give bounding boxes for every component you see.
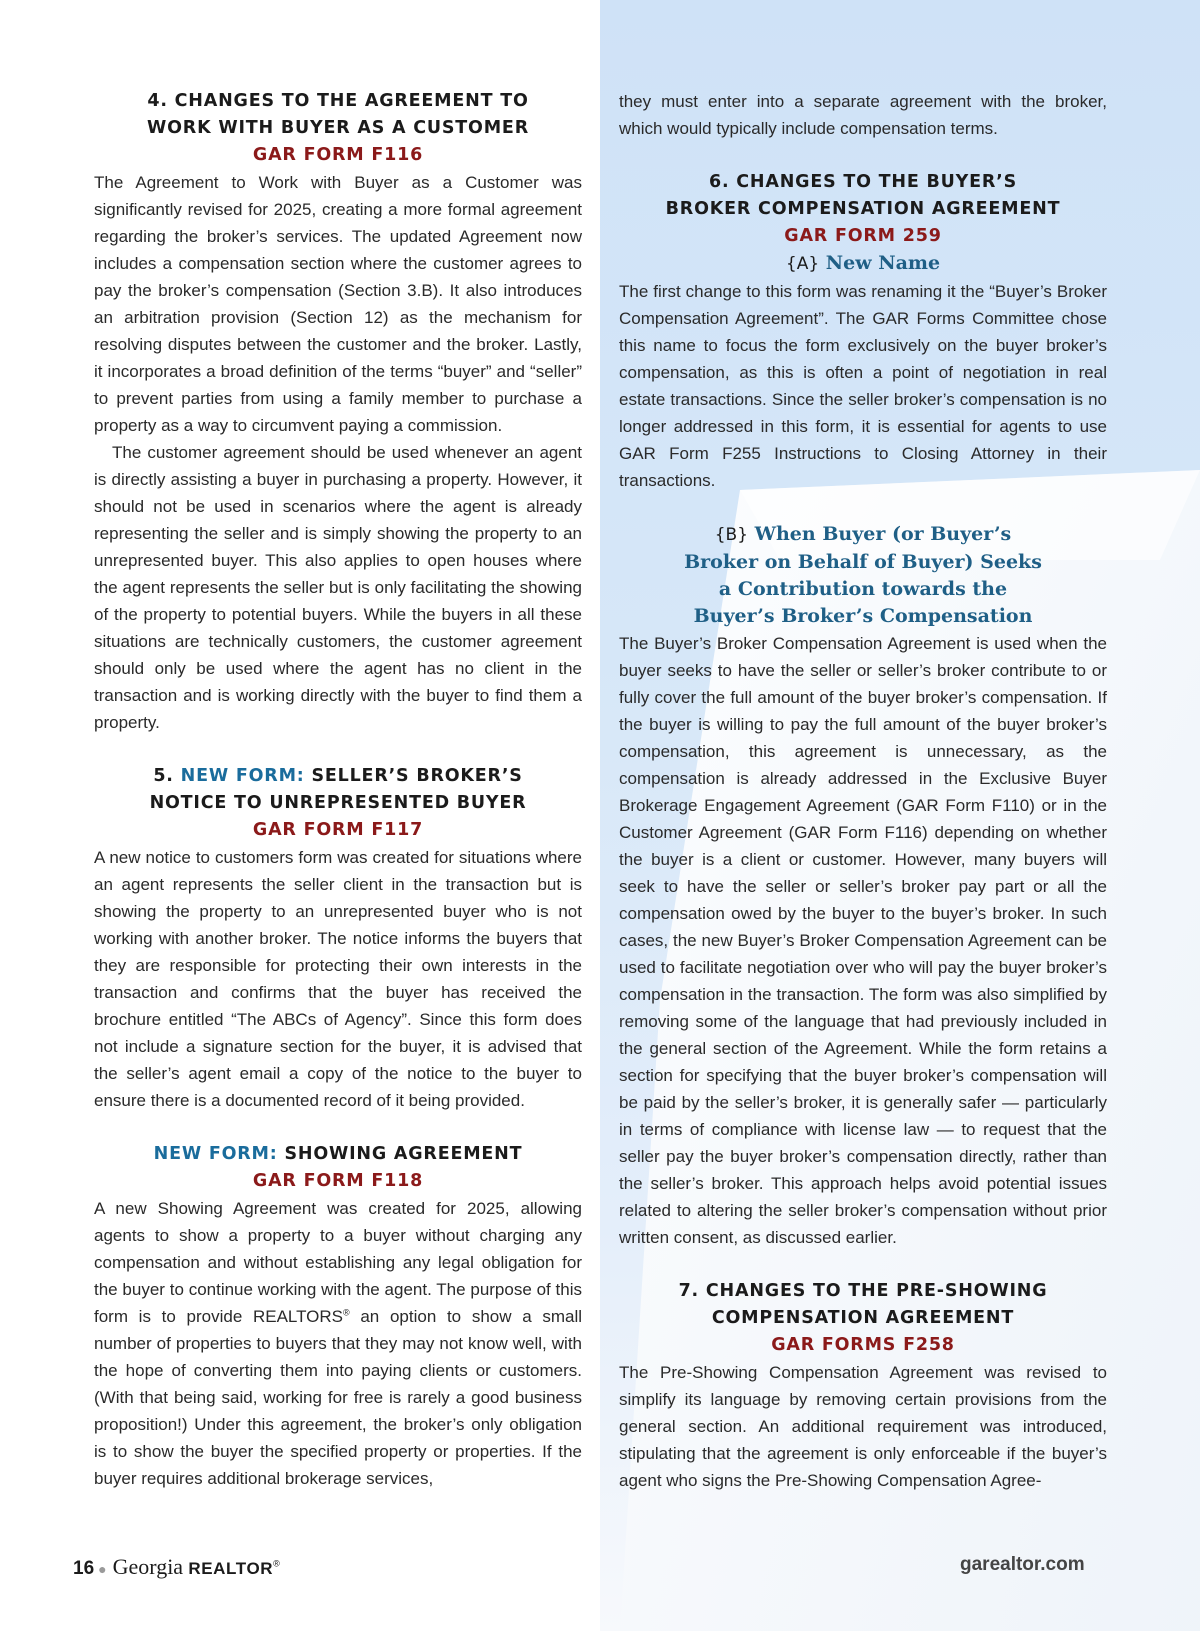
showing-agreement-paragraph: A new Showing Agreement was created for 2025, allowing agents to show a property to a buyer without charging any compensation and without establishing any legal obligation for the buyer to continue working with the agent. The purpose of this form is to provide REALTORS® an option to show a small number of properties to buyers that they may not know well, with the hope of converting them into paying clients or customers. (With that being said, working for free is rarely a good business proposition!) Under this agreement, the broker’s only obligation is to show the buyer the specified property or properties. If the buyer requires additional brokerage services, [94, 1199, 583, 1488]
subsection-b-heading: {B} When Buyer (or Buyer’s Broker on Behalf of Buyer) Seeks a Contribution towards the Buyer’s Broker’s Compensation [684, 523, 1042, 627]
footer-page-info: 16 ● Georgia REALTOR® [73, 1554, 280, 1579]
showing-agreement-form-number: GAR FORM F118 [252, 1171, 424, 1191]
section-4-form-number: GAR FORM F116 [252, 145, 424, 165]
section-4-paragraph-2: The customer agreement should be used whenever an agent is directly assisting a buyer in purchasing a property. However, it should not be used in scenarios where the agent is already representing the seller and is simply showing the property to an unrepresented buyer. This also applies to open houses where the agent represents the seller but is only facilitating the showing of the property to potential buyers. While the buyers in all these situations are technically customers, the customer agreement should only be used where the agent has no client in the transaction and is working directly with the buyer to find them a property. [94, 443, 582, 732]
section-4-heading: 4. CHANGES TO THE AGREEMENT TO WORK WITH BUYER AS A CUSTOMER [147, 91, 529, 138]
section-6-form-number: GAR FORM 259 [784, 226, 942, 246]
showing-agreement-heading: NEW FORM: SHOWING AGREEMENT [153, 1144, 523, 1164]
continued-paragraph: they must enter into a separate agreement with the broker, which would typically include compensation terms. [619, 92, 1107, 138]
subsection-b-paragraph: The Buyer’s Broker Compensation Agreement is used when the buyer seeks to have the seller or seller’s broker contribute to or fully cover the full amount of the buyer broker’s compensation. If the buyer is willing to pay the full amount of the buyer broker’s compensation, this agreement is unnecessary, as the compensation is already addressed in the Exclusive Buyer Brokerage Engagement Agreement (GAR Form F110) or in the Customer Agreement (GAR Form F116) depending on whether the buyer is a client or customer. However, many buyers will seek to have the seller or seller’s broker pay part or all the compensation owed by the buyer to the buyer’s broker. In such cases, the new Buyer’s Broker Compensation Agreement can be used to facilitate negotiation over who will pay the buyer broker’s compensation in the transaction. The form was also simplified by removing some of the language that had previously included in the general section of the Agreement. While the form retains a section for specifying that the buyer broker’s compensation will be paid by the seller’s broker, it is generally safer — particularly in terms of compliance with license law — to request that the seller pay the buyer broker’s compensation directly, rather than the seller’s broker. This approach helps avoid potential issues related to altering the seller broker’s compensation without prior written consent, as discussed earlier. [619, 634, 1107, 1247]
new-form-label: NEW FORM: [180, 766, 305, 786]
section-7-paragraph: The Pre-Showing Compensation Agreement was revised to simplify its language by removing certain provisions from the general section. An additional requirement was introduced, stipulating that the agreement is only enforceable if the buyer’s agent who signs the Pre-Showing Compensation Agree- [619, 1363, 1107, 1490]
section-5-form-number: GAR FORM F117 [252, 820, 424, 840]
section-4-paragraph-1: The Agreement to Work with Buyer as a Customer was significantly revised for 2025, creating a more formal agreement regarding the broker’s services. The updated Agreement now includes a compensation section where the customer agrees to pay the broker’s compensation (Section 3.B). It also introduces an arbitration provision (Section 12) as the mechanism for resolving disputes between the customer and the broker. Lastly, it incorporates a broad definition of the terms “buyer” and “seller” to prevent parties from using a family member to purchase a property as a way to circumvent paying a commission. [94, 173, 582, 435]
right-column [619, 88, 1107, 1494]
footer-website-link[interactable]: garealtor.com [960, 1554, 1085, 1575]
brand-name-part-1: Georgia [112, 1554, 184, 1579]
brand-name-part-2: REALTOR [188, 1559, 274, 1578]
section-7-heading: 7. CHANGES TO THE PRE-SHOWING COMPENSATION AGREEMENT [678, 1281, 1048, 1328]
section-5-heading: 5. NEW FORM: SELLER’S BROKER’S NOTICE TO UNREPRESENTED BUYER [149, 766, 527, 813]
section-6-heading: 6. CHANGES TO THE BUYER’S BROKER COMPENSATION AGREEMENT [665, 172, 1061, 219]
subsection-a-paragraph: The first change to this form was renaming it the “Buyer’s Broker Compensation Agreement”. The GAR Forms Committee chose this name to focus the form exclusively on the buyer broker’s compensation, as this is often a point of negotiation in real estate transactions. Since the seller broker’s compensation is no longer addressed in this form, it is essential for agents to use GAR Form F255 Instructions to Closing Attorney in their transactions. [619, 282, 1107, 490]
page-number: 16 [73, 1558, 95, 1579]
subsection-a-heading: {A} New Name [785, 252, 941, 274]
left-column [94, 88, 582, 1492]
section-5-paragraph: A new notice to customers form was created for situations where an agent represents the seller client in the transaction but is showing the property to an unrepresented buyer who is not working with another broker. The notice informs the buyers that they are responsible for protecting their own interests in the transaction and confirms that the buyer has received the brochure entitled “The ABCs of Agency”. Since this form does not include a signature section for the buyer, it is advised that the seller’s agent email a copy of the notice to the buyer to ensure there is a documented record of it being provided. [94, 848, 582, 1110]
new-form-label: NEW FORM: [153, 1144, 278, 1164]
bullet-separator-icon: ● [98, 1561, 107, 1577]
section-7-form-number: GAR FORMS F258 [771, 1335, 955, 1355]
